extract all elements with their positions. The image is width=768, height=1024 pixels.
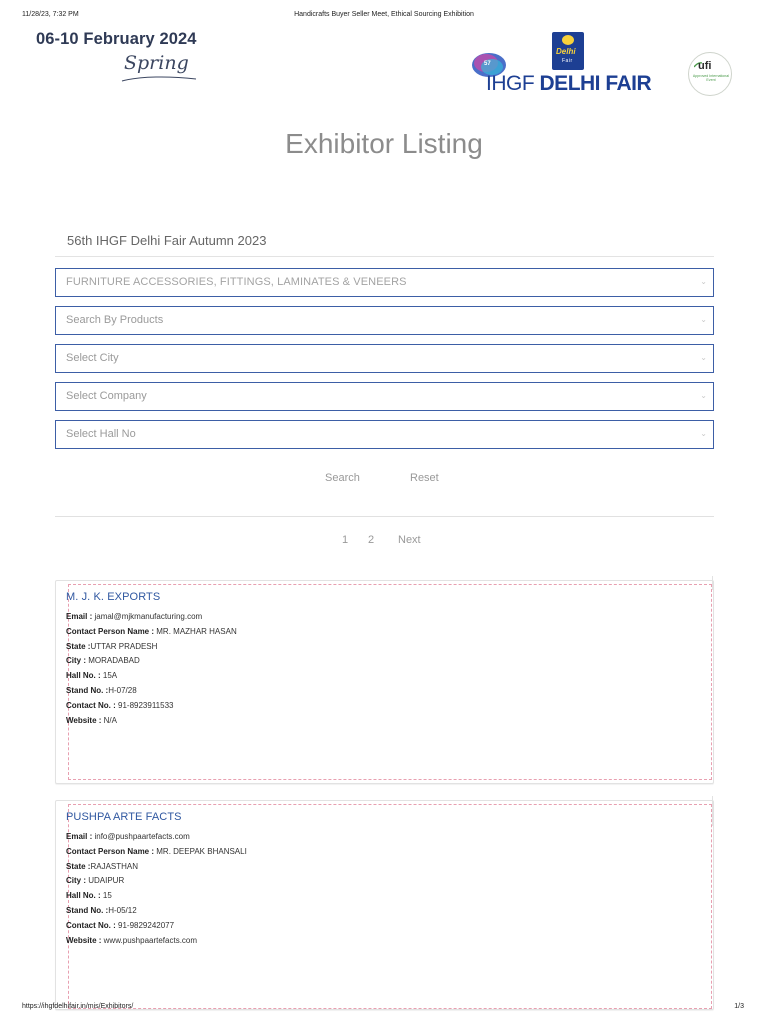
- detail-label: Stand No. :: [66, 905, 109, 915]
- exhibitor-details: [66, 612, 237, 730]
- detail-label: State :: [66, 861, 91, 871]
- contact-no-value: 91-9829242077: [118, 920, 175, 930]
- chevron-down-icon: ⌄: [700, 277, 707, 286]
- fair-edition-heading: 56th IHGF Delhi Fair Autumn 2023: [67, 233, 267, 248]
- email-value: info@pushpaartefacts.com: [94, 832, 190, 841]
- logo-wordmark: [486, 72, 651, 96]
- website-value[interactable]: www.pushpaartefacts.com: [103, 935, 198, 945]
- detail-label: Hall No. :: [66, 891, 101, 901]
- print-footer: [0, 1003, 768, 1015]
- ufi-tagline: Approved International Event: [692, 74, 730, 83]
- detail-hall: [66, 671, 237, 686]
- print-header: [0, 11, 768, 23]
- season-swash-icon: [120, 74, 198, 84]
- detail-label: Contact Person Name :: [66, 846, 155, 856]
- exhibitor-card: [55, 800, 714, 1010]
- detail-label: Website :: [66, 715, 102, 725]
- detail-contact-person: [66, 627, 237, 642]
- chevron-down-icon: ⌄: [700, 429, 707, 438]
- search-button[interactable]: Search: [325, 472, 360, 484]
- detail-website: [66, 716, 237, 731]
- event-dates-block: [36, 30, 197, 74]
- badge-word: Delhi: [556, 47, 576, 56]
- detail-contact-no: [66, 701, 237, 716]
- state-value: RAJASTHAN: [90, 861, 139, 871]
- category-select-value: FURNITURE ACCESSORIES, FITTINGS, LAMINATES & VENEERS: [66, 276, 407, 288]
- heading-divider: [55, 256, 714, 257]
- detail-state: [66, 862, 247, 877]
- detail-contact-person: [66, 847, 247, 862]
- ufi-approved-event-logo: [688, 52, 732, 96]
- card-edge-mark: [712, 796, 713, 826]
- detail-label: Email :: [66, 832, 93, 841]
- print-doc-title: Handicrafts Buyer Seller Meet, Ethical Sourcing Exhibition: [294, 11, 474, 18]
- exhibitor-card: [55, 580, 714, 784]
- hall-select-placeholder: Select Hall No: [66, 428, 136, 440]
- detail-email: [66, 832, 247, 847]
- city-value: MORADABAD: [88, 656, 140, 666]
- detail-stand: [66, 686, 237, 701]
- event-dates: 06-10 February 2024: [36, 30, 197, 48]
- product-search-placeholder: Search By Products: [66, 314, 164, 326]
- detail-hall: [66, 891, 247, 906]
- exhibitor-name: PUSHPA ARTE FACTS: [66, 811, 182, 823]
- season-label: Spring: [124, 52, 189, 74]
- results-divider: [55, 516, 714, 517]
- city-select-placeholder: Select City: [66, 352, 119, 364]
- page-link-2[interactable]: 2: [368, 534, 375, 546]
- hall-value: 15A: [102, 671, 118, 681]
- website-value: N/A: [103, 715, 117, 725]
- product-search-input[interactable]: [55, 306, 714, 335]
- stand-value: H-05/12: [108, 905, 137, 915]
- detail-label: Contact Person Name :: [66, 626, 155, 636]
- detail-label: Hall No. :: [66, 671, 101, 681]
- ihgf-delhi-fair-logo[interactable]: [470, 32, 650, 94]
- hall-select[interactable]: [55, 420, 714, 449]
- reset-button[interactable]: Reset: [410, 472, 439, 484]
- detail-label: City :: [66, 876, 86, 886]
- email-value: jamal@mjkmanufacturing.com: [94, 612, 203, 621]
- badge-sun-icon: [562, 35, 574, 45]
- print-url: https://ihgfdelhifair.in/mis/Exhibitors/: [22, 1003, 134, 1010]
- contact-person-value: MR. MAZHAR HASAN: [156, 626, 237, 636]
- detail-stand: [66, 906, 247, 921]
- detail-label: Stand No. :: [66, 685, 109, 695]
- category-select[interactable]: [55, 268, 714, 297]
- logo-wordmark-ihgf: IHGF: [486, 72, 535, 95]
- state-value: UTTAR PRADESH: [90, 641, 158, 651]
- exhibitor-name: M. J. K. EXPORTS: [66, 591, 161, 603]
- chevron-down-icon: ⌄: [700, 391, 707, 400]
- delhi-fair-badge: [552, 32, 584, 70]
- chevron-down-icon: ⌄: [700, 315, 707, 324]
- detail-label: Email :: [66, 612, 93, 621]
- print-page-count: 1/3: [734, 1003, 744, 1010]
- detail-city: [66, 876, 247, 891]
- detail-label: State :: [66, 641, 91, 651]
- detail-city: [66, 656, 237, 671]
- edition-number: 57: [484, 61, 491, 67]
- company-select[interactable]: [55, 382, 714, 411]
- logo-wordmark-delhi-fair: DELHI FAIR: [539, 72, 652, 95]
- chevron-down-icon: ⌄: [700, 353, 707, 362]
- ufi-word: ufi: [698, 60, 712, 72]
- detail-label: City :: [66, 656, 86, 666]
- detail-email: [66, 612, 237, 627]
- hall-value: 15: [102, 891, 112, 901]
- page-link-1[interactable]: 1: [342, 534, 349, 546]
- page-title: Exhibitor Listing: [285, 128, 483, 159]
- detail-contact-no: [66, 921, 247, 936]
- next-page-link[interactable]: Next: [398, 534, 421, 546]
- badge-sub: Fair: [562, 58, 573, 64]
- print-timestamp: 11/28/23, 7:32 PM: [22, 11, 79, 18]
- exhibitor-details: [66, 832, 247, 950]
- contact-no-value: 91-8923911533: [118, 700, 174, 710]
- stand-value: H-07/28: [108, 685, 137, 695]
- detail-website: [66, 936, 247, 951]
- city-value: UDAIPUR: [88, 876, 125, 886]
- detail-state: [66, 642, 237, 657]
- contact-person-value: MR. DEEPAK BHANSALI: [156, 846, 247, 856]
- card-edge-mark: [712, 576, 713, 590]
- detail-label: Website :: [66, 935, 102, 945]
- company-select-placeholder: Select Company: [66, 390, 147, 402]
- detail-label: Contact No. :: [66, 920, 116, 930]
- city-select[interactable]: [55, 344, 714, 373]
- detail-label: Contact No. :: [66, 700, 116, 710]
